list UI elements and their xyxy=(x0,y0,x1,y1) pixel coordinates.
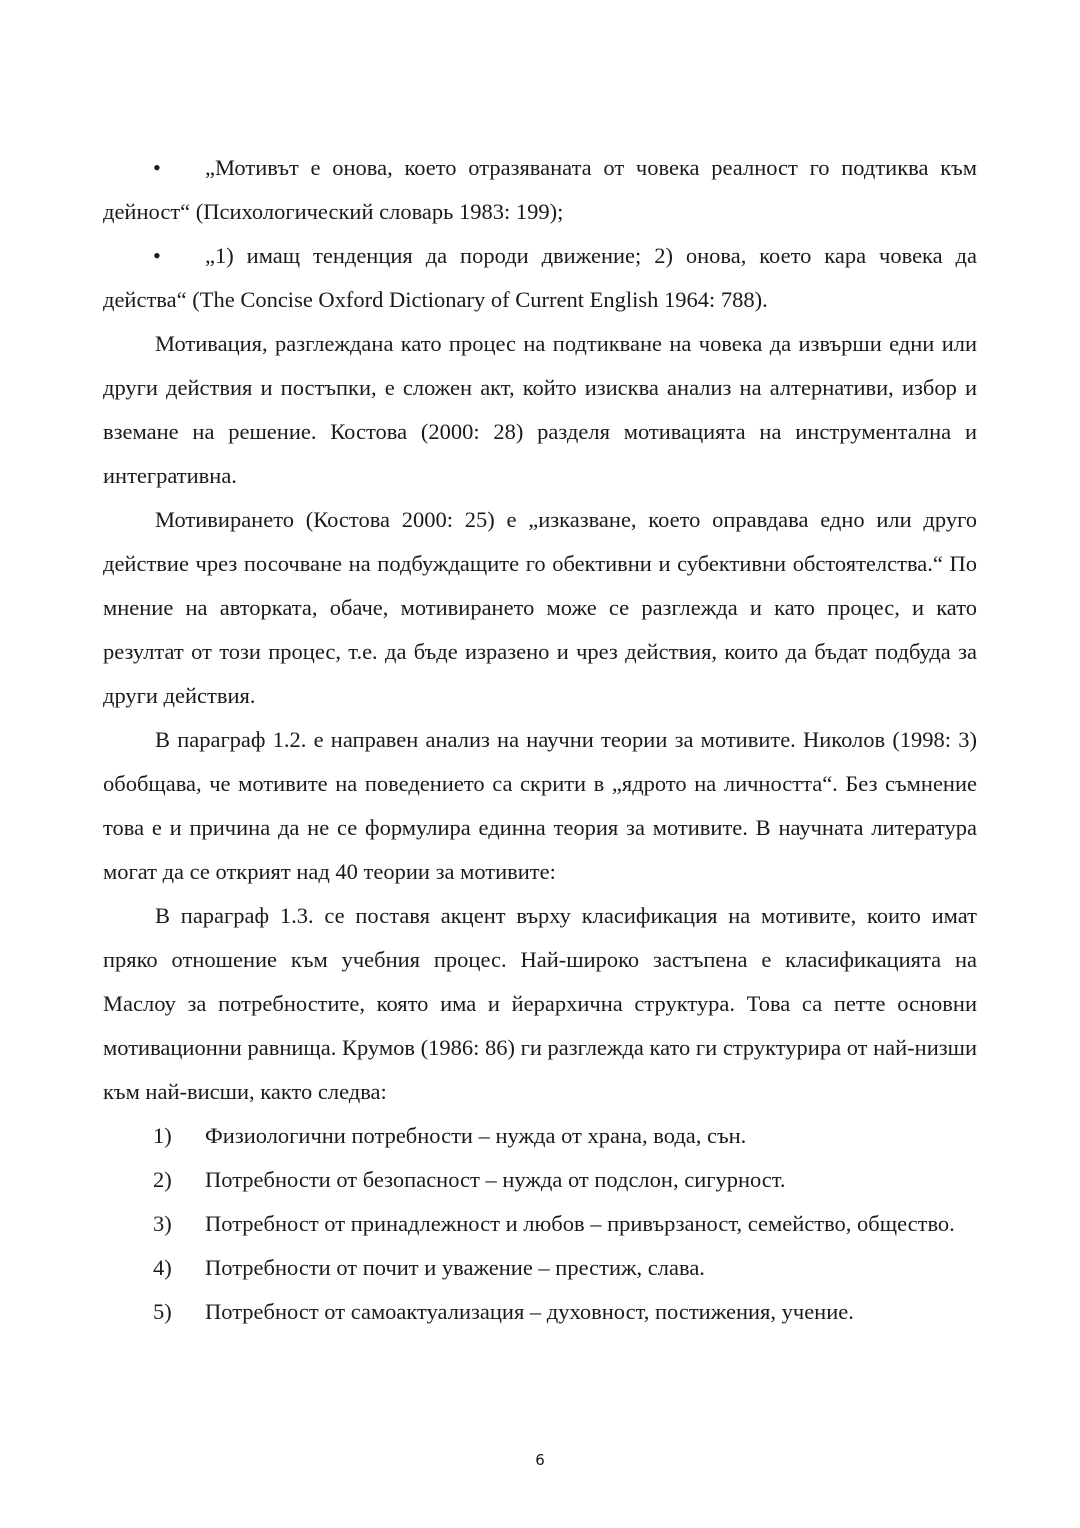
list-number: 5) xyxy=(153,1299,172,1324)
bullet-item xyxy=(103,146,977,234)
bullet-item xyxy=(103,234,977,322)
paragraph-section-1-2: В параграф 1.2. е направен анализ на научни теории за мотивите. Николов (1998: 3) обобщава, че мотивите на поведението са скрити в „ядрото на личността“. Без съмнение това е и причина да не се формулира единна теория за мотивите. В научната литература могат да се открият над 40 теории за мотивите: xyxy=(103,727,977,884)
list-text: Потребности от почит и уважение – престиж, слава. xyxy=(205,1255,705,1280)
list-item xyxy=(103,1246,977,1290)
list-item xyxy=(103,1114,977,1158)
list-number: 3) xyxy=(153,1211,172,1236)
body-text xyxy=(103,146,977,1334)
list-item xyxy=(103,1158,977,1202)
list-number: 4) xyxy=(153,1255,172,1280)
list-text: Физиологични потребности – нужда от храна, вода, сън. xyxy=(205,1123,747,1148)
bullet-icon: • xyxy=(153,243,161,268)
list-text: Потребност от самоактуализация – духовност, постижения, учение. xyxy=(205,1299,854,1324)
bullet-text: „Мотивът е онова, което отразяваната от човека реалност го подтиква към дейност“ (Психологический словарь 1983: 199); xyxy=(103,155,977,224)
page-number: 6 xyxy=(535,1451,545,1469)
bullet-text: „1) имащ тенденция да породи движение; 2) онова, което кара човека да действа“ (The Concise Oxford Dictionary of Current English 1964: 788). xyxy=(103,243,977,312)
bullet-icon: • xyxy=(153,155,161,180)
list-item xyxy=(103,1290,977,1334)
list-text: Потребности от безопасност – нужда от подслон, сигурност. xyxy=(205,1167,786,1192)
list-text: Потребност от принадлежност и любов – привързаност, семейство, общество. xyxy=(205,1211,955,1236)
paragraph-section-1-3: В параграф 1.3. се поставя акцент върху класификация на мотивите, които имат пряко отношение към учебния процес. Най-широко застъпена е класификацията на Маслоу за потребностите, която има и йерархична структура. Това са петте основни мотивационни равнища. Крумов (1986: 86) ги разглежда като ги структурира от най-низши към най-висши, както следва: xyxy=(103,903,978,1104)
list-number: 1) xyxy=(153,1123,172,1148)
paragraph-motivation: Мотивация, разглеждана като процес на подтикване на човека да извърши едни или други действия и постъпки, е сложен акт, който изисква анализ на алтернативи, избор и вземане на решение. Костова (2000: 28) разделя мотивацията на инструментална и интегративна. xyxy=(103,331,977,488)
list-item xyxy=(103,1202,977,1246)
list-number: 2) xyxy=(153,1167,172,1192)
paragraph-motivating: Мотивирането (Костова 2000: 25) е „изказване, което оправдава едно или друго действие чрез посочване на подбуждащите го обективни и субективни обстоятелства.“ По мнение на авторката, обаче, мотивирането може се разглежда и като процес, и като резултат от този процес, т.е. да бъде изразено и чрез действия, които да бъдат подбуда за други действия. xyxy=(103,507,977,708)
